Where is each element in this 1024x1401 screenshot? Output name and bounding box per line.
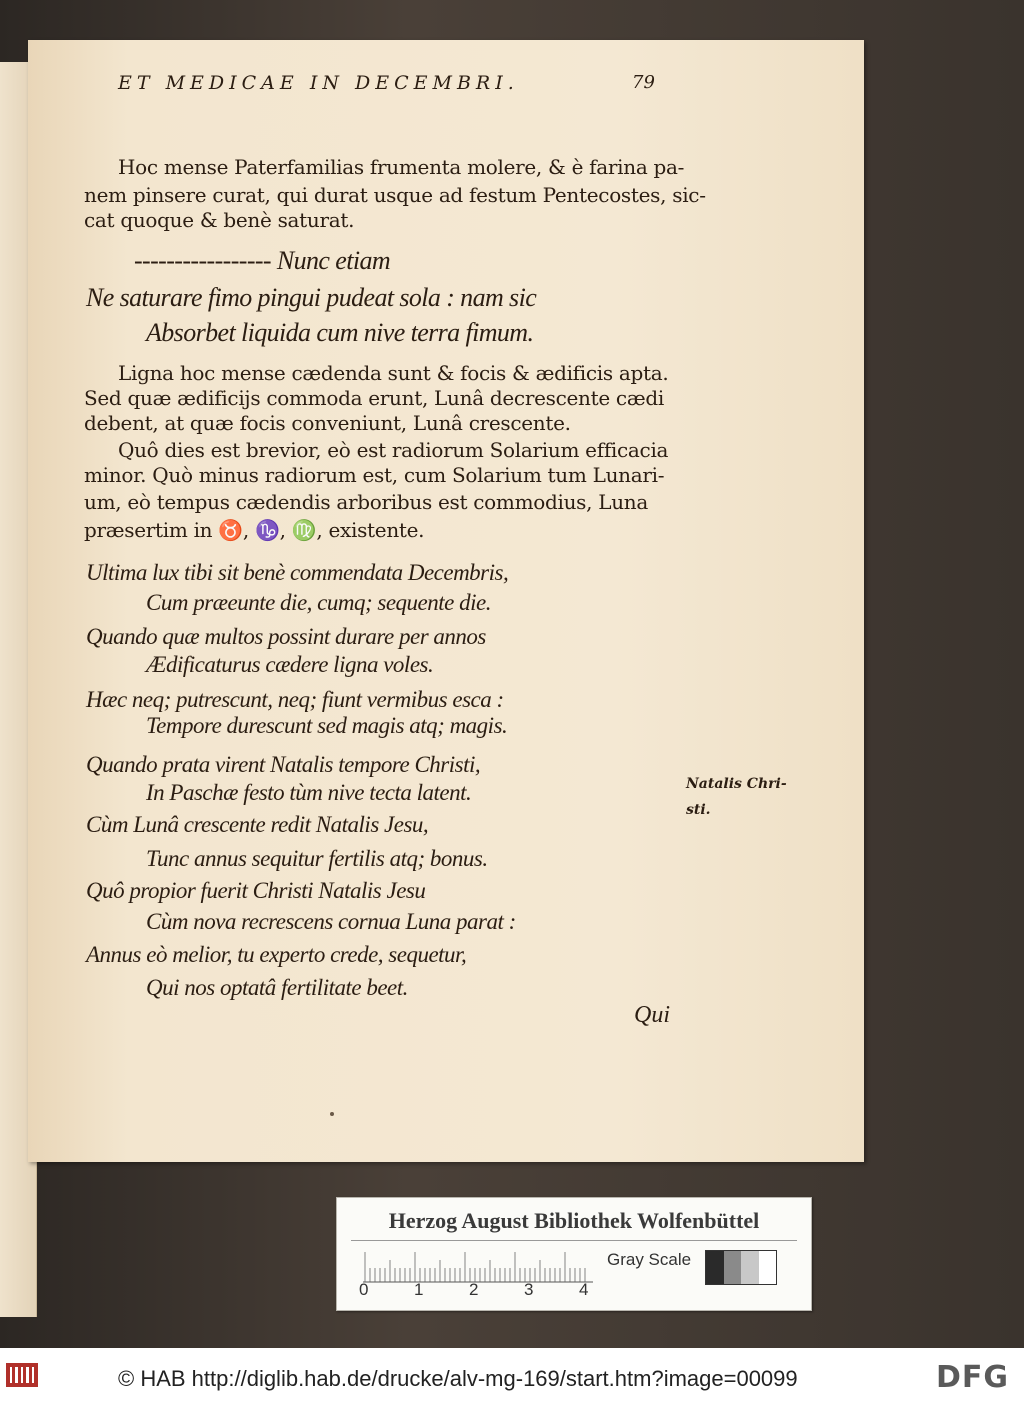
text-line-19: Tempore durescunt sed magis atq; magis.	[146, 713, 508, 738]
text-line-2: nem pinsere curat, qui durat usque ad festum Pentecostes, sic-	[84, 183, 706, 207]
ruler-label-4: 4	[579, 1280, 589, 1299]
text-line-18: Hæc neq; putrescunt, neq; fiunt vermibus esca :	[86, 687, 504, 712]
margin-note-line-1: Natalis Chri-	[686, 776, 787, 792]
catchword: Qui	[634, 1002, 670, 1028]
footer-url: © HAB http://diglib.hab.de/drucke/alv-mg-169/start.htm?image=00099	[118, 1366, 798, 1391]
gray-scale-label: Gray Scale	[607, 1250, 692, 1269]
text-line-13: præsertim in ♉, ♑, ♍, existente.	[84, 518, 425, 542]
library-reference-card	[336, 1197, 812, 1311]
page-speck	[330, 1112, 334, 1116]
text-line-23: Tunc annus sequitur fertilis atq; bonus.	[146, 846, 488, 871]
margin-note-line-2: sti.	[686, 802, 711, 818]
gray-swatch-3	[741, 1251, 759, 1284]
centimeter-ruler	[363, 1250, 593, 1284]
text-line-25: Cùm nova recrescens cornua Luna parat :	[146, 909, 516, 934]
text-line-6: Absorbet liquida cum nive terra fimum.	[146, 318, 534, 347]
text-line-24: Quô propior fuerit Christi Natalis Jesu	[86, 878, 426, 903]
text-line-9: debent, at quæ focis conveniunt, Lunâ crescente.	[84, 411, 571, 435]
page-number: 79	[632, 72, 655, 93]
text-line-4: ----------------- Nunc etiam	[134, 246, 391, 275]
text-line-11: minor. Quò minus radiorum est, cum Solarium tum Lunari-	[84, 463, 665, 487]
ruler-label-2: 2	[469, 1280, 479, 1299]
running-head: ET MEDICAE IN DECEMBRI.	[118, 72, 519, 94]
text-line-27: Qui nos optatâ fertilitate beet.	[146, 975, 408, 1000]
text-line-8: Sed quæ ædificijs commoda erunt, Lunâ decrescente cædi	[84, 386, 664, 410]
text-line-16: Quando quæ multos possint durare per annos	[86, 624, 486, 649]
ruler-label-1: 1	[414, 1280, 424, 1299]
text-line-20: Quando prata virent Natalis tempore Christi,	[86, 752, 481, 777]
text-line-14: Ultima lux tibi sit benè commendata Decembris,	[86, 560, 509, 585]
text-line-21: In Paschæ festo tùm nive tecta latent.	[146, 780, 472, 805]
ruler-label-0: 0	[359, 1280, 369, 1299]
text-line-15: Cum præeunte die, cumq; sequente die.	[146, 590, 491, 615]
text-line-10: Quô dies est brevior, eò est radiorum Solarium efficacia	[118, 438, 669, 462]
text-line-26: Annus eò melior, tu experto crede, sequetur,	[86, 942, 467, 967]
gray-swatch-2	[724, 1251, 742, 1284]
text-line-5: Ne saturare fimo pingui pudeat sola : nam sic	[86, 283, 537, 312]
gray-scale-swatches	[705, 1250, 777, 1285]
library-name: Herzog August Bibliothek Wolfenbüttel	[388, 1208, 760, 1233]
text-line-1: Hoc mense Paterfamilias frumenta molere, & è farina pa-	[118, 155, 685, 179]
card-divider	[351, 1240, 797, 1241]
ruler-label-3: 3	[524, 1280, 534, 1299]
text-line-12: um, eò tempus cædendis arboribus est commodius, Luna	[84, 490, 649, 514]
text-line-17: Ædificaturus cædere ligna voles.	[146, 652, 434, 677]
text-line-3: cat quoque & benè saturat.	[84, 208, 355, 232]
text-line-7: Ligna hoc mense cædenda sunt & focis & ædificis apta.	[118, 361, 669, 385]
dfg-logo: DFG	[936, 1360, 1010, 1395]
gray-swatch-1	[706, 1251, 724, 1284]
text-line-22: Cùm Lunâ crescente redit Natalis Jesu,	[86, 812, 429, 837]
gray-swatch-4	[759, 1251, 777, 1284]
barcode-logo-icon	[6, 1363, 38, 1387]
